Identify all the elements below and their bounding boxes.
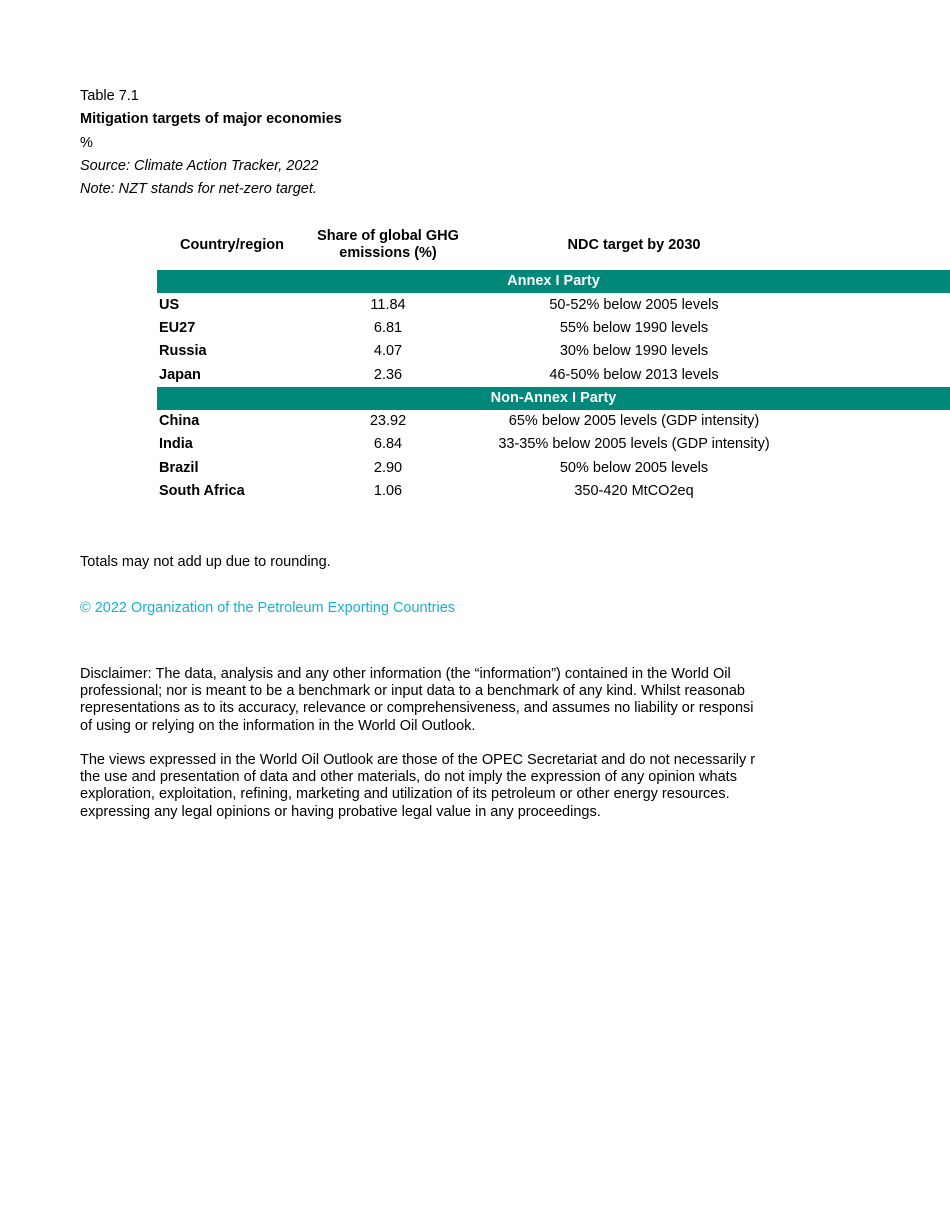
header-ndc: NDC target by 2030	[567, 237, 701, 253]
header-country: Country/region	[180, 237, 284, 253]
cell-ndc: 50% below 2005 levels	[559, 460, 709, 476]
group-band-annex-i: Annex I Party	[157, 270, 950, 293]
cell-country: Japan	[159, 367, 201, 383]
cell-country: Brazil	[159, 460, 199, 476]
table-row	[157, 433, 950, 456]
table-row	[157, 294, 950, 317]
disclaimer-line: of using or relying on the information in the World Oil Outlook.	[80, 717, 476, 734]
views-line: the use and presentation of data and other materials, do not imply the expression of any opinion whats	[80, 769, 737, 786]
header-share-line2: emissions (%)	[339, 245, 437, 261]
cell-share: 6.84	[373, 436, 403, 452]
table-source: Source: Climate Action Tracker, 2022	[80, 158, 319, 174]
cell-share: 1.06	[373, 483, 403, 499]
table-number: Table 7.1	[80, 88, 139, 104]
cell-country: EU27	[159, 320, 196, 336]
cell-ndc: 30% below 1990 levels	[559, 343, 709, 359]
cell-country: South Africa	[159, 483, 245, 499]
views-paragraph	[80, 752, 800, 821]
table-row	[157, 317, 950, 340]
totals-note: Totals may not add up due to rounding.	[80, 554, 331, 570]
cell-country: Russia	[159, 343, 207, 359]
cell-share: 4.07	[373, 343, 403, 359]
table-row	[157, 457, 950, 480]
copyright-link[interactable]: © 2022 Organization of the Petroleum Exporting Countries	[80, 600, 456, 616]
cell-share: 6.81	[373, 320, 403, 336]
table-row	[157, 410, 950, 433]
cell-country: US	[159, 297, 180, 313]
table-title: Mitigation targets of major economies	[80, 111, 342, 127]
cell-ndc: 55% below 1990 levels	[559, 320, 709, 336]
cell-ndc: 33-35% below 2005 levels (GDP intensity)	[498, 436, 770, 452]
table-unit: %	[80, 135, 93, 151]
views-line: exploration, exploitation, refining, marketing and utilization of its petroleum or other energy resources.	[80, 786, 730, 803]
table-note: Note: NZT stands for net-zero target.	[80, 181, 317, 197]
cell-ndc: 46-50% below 2013 levels	[549, 367, 719, 383]
disclaimer-line: Disclaimer: The data, analysis and any other information (the “information”) contained in the World Oil	[80, 666, 731, 682]
cell-ndc: 50-52% below 2005 levels	[549, 297, 719, 313]
cell-share: 2.90	[373, 460, 403, 476]
table-row	[157, 364, 950, 387]
header-share-line1: Share of global GHG	[317, 228, 459, 244]
views-line: The views expressed in the World Oil Outlook are those of the OPEC Secretariat and do not necessarily r	[80, 752, 756, 768]
views-line: expressing any legal opinions or having probative legal value in any proceedings.	[80, 803, 601, 820]
disclaimer-line: representations as to its accuracy, relevance or comprehensiveness, and assumes no liability or responsi	[80, 700, 754, 717]
cell-share: 11.84	[370, 297, 406, 313]
cell-ndc: 65% below 2005 levels (GDP intensity)	[508, 413, 760, 429]
cell-country: India	[159, 436, 193, 452]
disclaimer-line: professional; nor is meant to be a benchmark or input data to a benchmark of any kind. Whilst reasonab	[80, 683, 745, 700]
cell-country: China	[159, 413, 200, 429]
table-row	[157, 340, 950, 363]
table-row	[157, 480, 950, 503]
cell-ndc: 350-420 MtCO2eq	[574, 483, 694, 499]
disclaimer-paragraph	[80, 666, 800, 735]
cell-share: 23.92	[369, 413, 407, 429]
header-share	[308, 228, 468, 262]
cell-share: 2.36	[373, 367, 403, 383]
group-band-non-annex-i: Non-Annex I Party	[157, 387, 950, 410]
